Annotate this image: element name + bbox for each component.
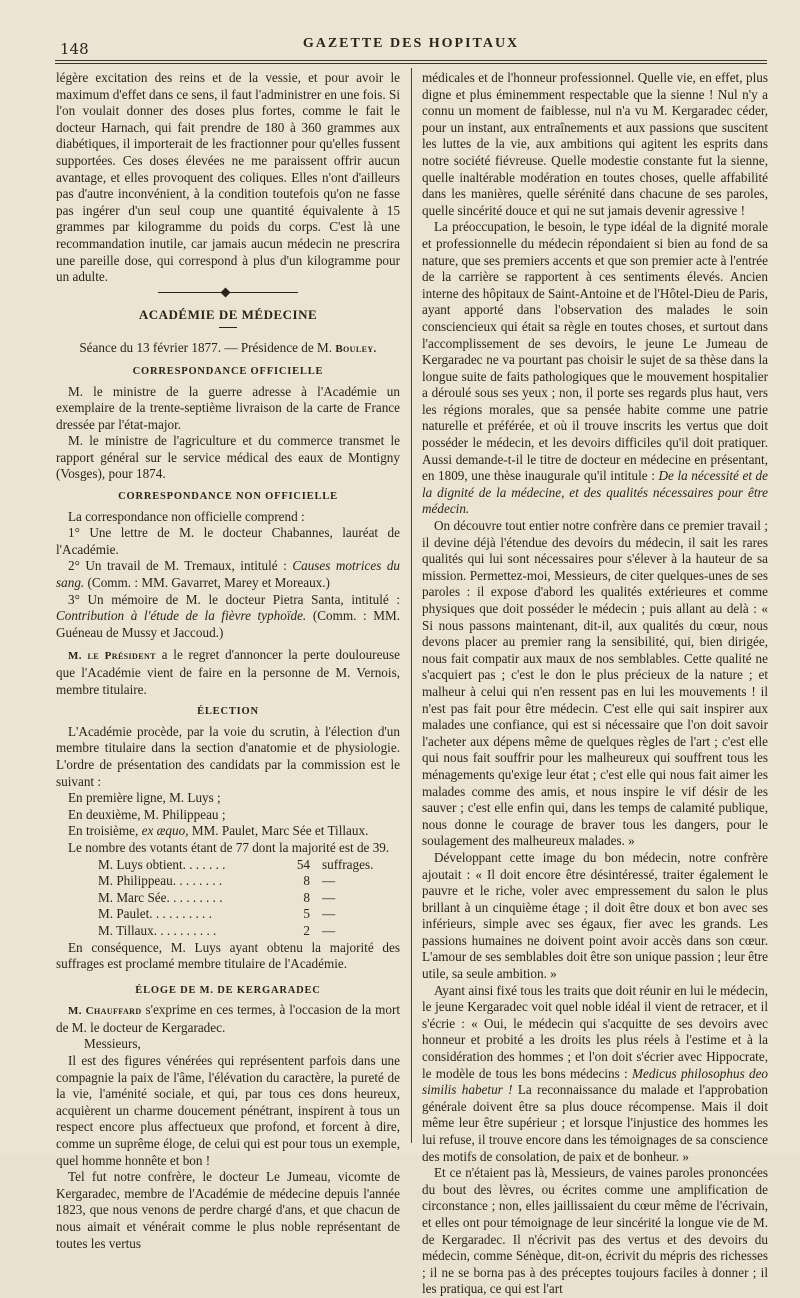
page-number: 148 <box>60 40 89 58</box>
correspondance-non-officielle-title: CORRESPONDANCE NON OFFICIELLE <box>118 491 338 503</box>
vote-count: 2 <box>303 922 310 938</box>
election-line-3b: ex æquo, <box>141 823 189 839</box>
academie-title: ACADÉMIE DE MÉDECINE <box>138 306 318 322</box>
election-paragraph: L'Académie procède, par la voie du scrutin, à l'élection d'un membre titulaire dans la section d'anatomie et de physiologie. L'ordre de présentation des candidats par la commission est le suivant : <box>56 723 400 789</box>
president-label: M. le Président <box>68 650 156 663</box>
vote-count: 8 <box>303 873 310 889</box>
election-result: En conséquence, M. Luys ayant obtenu la majorité des suffrages est proclamé membre titulaire de l'Académie. <box>56 939 400 972</box>
election-line-1: En première ligne, M. Luys ; <box>68 790 221 806</box>
header-rule-double <box>55 63 767 64</box>
eloge-paragraph-1: Il est des figures vénérées qui représentent parfois dans une compagnie la paix de l'âme, l'élévation du caractère, la pureté de la vie, l'aménité sociale, et qui, par tous ces dons heureux, acquièrent un charme doucement pénétrant, inspirent à tous un respect encore plus affectueux que profond, et forcent à dire, comme un suprême éloge, de celui qui est pour tous un exemple, quel homme honnête et bon ! <box>56 1053 400 1168</box>
seance-president: Bouley. <box>335 343 377 356</box>
election-title: ÉLECTION <box>197 706 259 718</box>
right-paragraph-2-text: La préoccupation, le besoin, le type idéal de la dignité morale et professionnelle du médecin répondaient si bien au fond de sa nature, que ses premiers accents et que son premier acte à l'entrée de la carrière se rapportent à ces sentiments élevés. Ancien interne des hôpitaux de Saint-Antoine et de l'Hôtel-Dieu de Paris, ayant apporté dans l'observation des malades le soin consciencieux qui était sa règle en toutes choses, et surtout dans l'accomplissement de ses devoirs, le jeune Le Jumeau de Kergaradec ne va pourtant pas choisir le sujet de sa thèse dans la longue suite de faits pathologiques que le mouvement hospitalier a déroulé sous ses yeux ; non, il porte ses regards plus haut, vers les régions morales, que sa pensée habite comme une patrie naturelle et préférée, et où il trouve inscrits les vertus que doit posséder le médecin, et les devoirs difficiles qu'il doit pratiquer. Aussi demande-t-il le titre de docteur en médecine en présentant, en 1809, une thèse inaugurale qu'il intitule : <box>422 219 768 484</box>
left-column <box>56 70 400 1252</box>
vote-suffix: — <box>322 873 336 889</box>
co-paragraph-2: M. le ministre de l'agriculture et du commerce transmet le rapport général sur le service médical des eaux de Montigny (Vosges), pour 1874. <box>56 433 400 482</box>
latin-quote: Medicus philosophus deo similis habetur ! <box>422 1065 769 1098</box>
election-line-3 <box>56 823 400 840</box>
chauffard-text: s'exprime en ces termes, à l'occasion de la mort de M. le docteur de Kergaradec. <box>56 1002 401 1035</box>
cno-item-2-text: 2° Un travail de M. Tremaux, intitulé : <box>68 558 287 574</box>
messieurs: Messieurs, <box>84 1036 141 1052</box>
election-line-3c: MM. Paulet, Marc Sée et Tillaux. <box>191 823 369 839</box>
vote-row <box>98 873 373 890</box>
chauffard-label: M. Chauffard <box>68 1005 142 1018</box>
president-text: a le regret d'annoncer la perte douloureuse que l'Académie vient de faire en la personne de M. Vernois, membre titulaire. <box>56 647 401 697</box>
right-paragraph-6: Et ce n'étaient pas là, Messieurs, de vaines paroles prononcées du bout des lèvres, ou écrites comme une amplification de circonstance ; non, elles jaillissaient du cœur même de l'écrivain, et elles ont pour témoignage de leur sincérité la longue vie de M. de Kergaradec. Il n'écrivit pas des vertus et des devoirs du médecin, comme Sénèque, dit-on, écrivit du mépris des richesses ; il ne se borna pas à des préceptes toujours faciles à donner ; il les pratiqua, ce qui est l'art <box>422 1165 768 1297</box>
vote-count: 8 <box>303 889 310 905</box>
correspondance-officielle-title: CORRESPONDANCE OFFICIELLE <box>132 365 324 377</box>
cno-item-2 <box>56 558 400 591</box>
right-paragraph-5 <box>422 983 768 1166</box>
vote-row <box>98 906 373 923</box>
vote-suffix: — <box>322 906 336 922</box>
vote-name: M. Philippeau. . . . . . . . <box>98 873 223 889</box>
header-rule <box>55 60 767 61</box>
election-line-2: En deuxième, M. Philippeau ; <box>68 806 226 822</box>
page-header <box>60 36 762 58</box>
cno-item-1: 1° Une lettre de M. le docteur Chabannes, lauréat de l'Académie. <box>56 525 400 557</box>
cno-item-2-comm: (Comm. : MM. Gavarret, Marey et Moreaux.) <box>87 575 330 591</box>
vote-name: M. Luys obtient. . . . . . . <box>98 856 226 872</box>
right-column <box>422 70 768 1298</box>
right-paragraph-1: médicales et de l'honneur professionnel. Quelle vie, en effet, plus digne et plus éminemment respectable que la sienne ! Nul n'y a connu un moment de faiblesse, nul n'a vu M. Kergaradec céder, pour un instant, aux entraînements et aux passions que suscitent les luttes de la vie, aux ambitions qui agitent les esprits dans notre société fiévreuse. Quelle modestie constante fut la sienne, quelle inaltérable modération en toutes choses, quelle affabilité dans les manières, quelle sérénité dans chacune de ses paroles, quelle sincérité douce et qui ne sut jamais devenir agressive ! <box>422 70 768 218</box>
right-paragraph-4: Développant cette image du bon médecin, notre confrère ajoutait : « Il doit encore être désintéressé, traiter également le pauvre et le riche, voler avec empressement du salon le plus brillant à un cinquième étage ; il doit être doux et bon avec ses inférieurs, simple avec ses égaux, fier avec les grands. Les passions humaines ne doivent point avoir accès dans son cœur. L'amour de ses semblables doit être son unique passion ; leur être utile, sa seule ambition. » <box>422 849 768 982</box>
cno-intro: La correspondance non officielle comprend : <box>68 508 305 524</box>
vote-name: M. Paulet. . . . . . . . . . <box>98 906 212 922</box>
title-rule <box>219 327 237 328</box>
votes-table <box>98 857 373 940</box>
vote-suffix: — <box>322 889 336 905</box>
cno-item-3-title: Contribution à l'étude de la fièvre typhoïde. <box>56 608 307 624</box>
co-paragraph-1: M. le ministre de la guerre adresse à l'Académie un exemplaire de la trente-septième livraison de la carte de France dressée par l'état-major. <box>56 383 400 432</box>
section-separator <box>158 292 298 293</box>
vote-row <box>98 857 373 874</box>
election-votants: Le nombre des votants étant de 77 dont la majorité est de 39. <box>68 839 390 855</box>
vote-row <box>98 923 373 940</box>
seance-line <box>56 340 400 358</box>
intro-paragraph: légère excitation des reins et de la vessie, et pour avoir le maximum d'effet dans ce sens, il faut l'administrer en une fois. Si l'on voulait donner des doses plus fortes, comme le fait le docteur Harnach, qui fait prendre de 180 à 360 grammes aux diabétiques, il importerait de les fractionner pour qu'elles fussent supportées. Ces doses élevées ne me paraissent offrir aucun avantage, et elles provoquent des coliques. Elles n'ont d'ailleurs pas d'autre inconvénient, à la condition toutefois qu'on ne fasse pas ingérer d'un seul coup une quantité équivalente à 15 grammes par kilogramme du poids du corps. C'est là une recommandation inutile, car jamais aucun médecin ne prescrira une pareille dose, qui correspond à plus d'un kilogramme pour un adulte. <box>56 70 401 285</box>
vote-name: M. Marc Sée. . . . . . . . . <box>98 889 223 905</box>
cno-item-2-title: Causes motrices du sang. <box>56 558 401 591</box>
vote-count: 5 <box>303 906 310 922</box>
cno-item-3-text: 3° Un mémoire de M. le docteur Pietra Santa, intitulé : <box>68 591 400 607</box>
cno-item-3 <box>56 592 400 642</box>
seance-text: Séance du 13 février 1877. — Présidence de M. <box>79 340 333 356</box>
eloge-title: ÉLOGE DE M. DE KERGARADEC <box>135 984 321 996</box>
eloge-paragraph-2: Tel fut notre confrère, le docteur Le Jumeau, vicomte de Kergaradec, membre de l'Académie de médecine depuis l'année 1823, que nous venons de perdre chargé d'ans, et que chacun de nous aimait et vénérait comme le plus noble représentant de toutes les vertus <box>56 1169 400 1251</box>
right-paragraph-3: On découvre tout entier notre confrère dans ce premier travail ; il devine déjà l'étendue des devoirs du médecin, il sait les rares qualités qui lui sont nécessaires pour s'élever à la hauteur de sa mission. Permettez-moi, Messieurs, de citer quelques-unes de ses paroles : il expose d'abord les qualités extérieures et comme physiques que doit posséder le médecin ; puis allant au delà : « Si nous passons maintenant, dit-il, aux qualités du cœur, nous devons placer au premier rang la sensibilité, qui, bien dirigée, nous fait compatir aux maux de nos semblables. Cette qualité ne s'acquiert pas ; c'est le don le plus précieux de la nature ; et malheur à celui qui n'en ressent pas en lui les mouvements ! il n'est pas fait pour être médecin. C'est elle qui sait inspirer aux malades une confiance, qui est si nécessaire que l'on doit savoir l'acheter aux dépens même de quelques règles de l'art ; c'est elle qui nous fait souffrir pour les malheureux qui souffrent tous les ménagements qu'exige leur état ; c'est elle qui nous fait aimer les malades comme des amis, et nous inspire le vif désir de les sauver ; c'est elle enfin qui, dans les temps de calamité publique, nous donne le courage de braver tous les dangers, pour le soulagement des malheureux malades. » <box>422 518 768 849</box>
president-paragraph <box>56 647 400 698</box>
vote-suffix: suffrages. <box>322 856 374 872</box>
chauffard-paragraph <box>56 1002 400 1036</box>
vote-name: M. Tillaux. . . . . . . . . . <box>98 922 217 938</box>
column-divider <box>411 68 412 1143</box>
cno-item-3-comm: (Comm. : MM. Guéneau de Mussy et Jaccoud.) <box>56 608 401 640</box>
right-paragraph-5c: La reconnaissance du malade et l'approbation générale doivent être sa plus douce récompense. Mais il doit même leur être supérieur ; et lorsque l'injustice des hommes les lui refuse, il trouve encore dans les témoignages de sa conscience des motifs de consolation, de paix et de bonheur. » <box>422 1082 769 1164</box>
election-line-3a: En troisième, <box>68 823 139 839</box>
vote-row <box>98 890 373 907</box>
right-paragraph-5a: Ayant ainsi fixé tous les traits que doit réunir en lui le médecin, le jeune Kergaradec voit quel noble idéal il vient de retracer, et il s'écrie : « Oui, le médecin qui s'acquitte de ses devoirs avec honneur et probité a les droits les plus réels à l'estime et à la considération des hommes ; et l'on doit s'écrier avec Hippocrate, le modèle de tous les bons médecins : <box>422 982 768 1081</box>
vote-count: 54 <box>296 856 310 872</box>
right-paragraph-2 <box>422 219 768 518</box>
running-title: GAZETTE DES HOPITAUX <box>302 36 520 51</box>
vote-suffix: — <box>322 922 336 938</box>
thesis-title: De la nécessité et de la dignité de la médecine, et des qualités nécessaires pour être médecin. <box>422 468 769 517</box>
